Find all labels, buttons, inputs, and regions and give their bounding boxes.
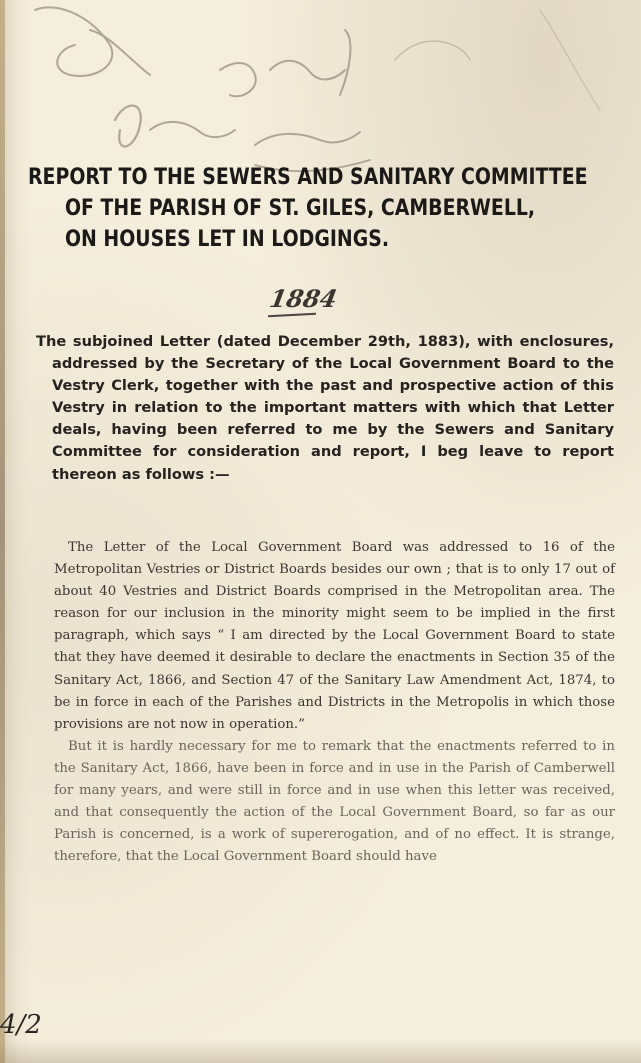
body-paragraph-2: But it is hardly necessary for me to remark that the enactments referred to in the Sanitary Act, 1866, have been in force and in use in the Parish of Camberwell for many years, and were still in force and in use when this letter was received, and that consequently the action of the Local Government Board, so far as our Parish is concerned, is a work of supererogation, and of no effect. It is strange, therefore, that the Local Government Board should have [54, 738, 615, 865]
intro-paragraph [36, 331, 614, 486]
title-line-1: REPORT TO THE SEWERS AND SANITARY COMMITTEE [28, 164, 588, 190]
report-title [28, 162, 588, 255]
title-line-2: OF THE PARISH OF ST. GILES, CAMBERWELL, [64, 195, 536, 221]
intro-text: The subjoined Letter (dated December 29th, 1883), with enclosures, addressed by the Secretary of the Local Government Board to the Vestry Clerk, together with the past and prospective action of this Vestry in relation to the important matters with which that Letter deals, having been referred to me by the Sewers and Sanitary Committee for consideration and report, I beg leave to report thereon as follows :— [36, 333, 614, 483]
corner-handwritten-mark: 4/2 [0, 1010, 42, 1040]
pencil-year-annotation: 1884 [267, 284, 340, 313]
page-bottom-shade [0, 1040, 641, 1063]
title-line-3: ON HOUSES LET IN LODGINGS. [64, 226, 390, 252]
body-paragraph-1: The Letter of the Local Government Board was addressed to 16 of the Metropolitan Vestries or District Boards besides our own ; that is to only 17 out of about 40 Vestries and District Boards comprised in the Metropolitan area. The reason for our inclusion in the minority might seem to be implied in the first paragraph, which says “ I am directed by the Local Government Board to state that they have deemed it desirable to declare the enactments in Section 35 of the Sanitary Act, 1866, and Section 47 of the Sanitary Law Amendment Act, 1874, to be in force in each of the Parishes and Districts in the Metropolis in which those provisions are not now in operation.” [54, 540, 615, 732]
pencil-underline [268, 313, 316, 318]
report-body [54, 537, 615, 868]
